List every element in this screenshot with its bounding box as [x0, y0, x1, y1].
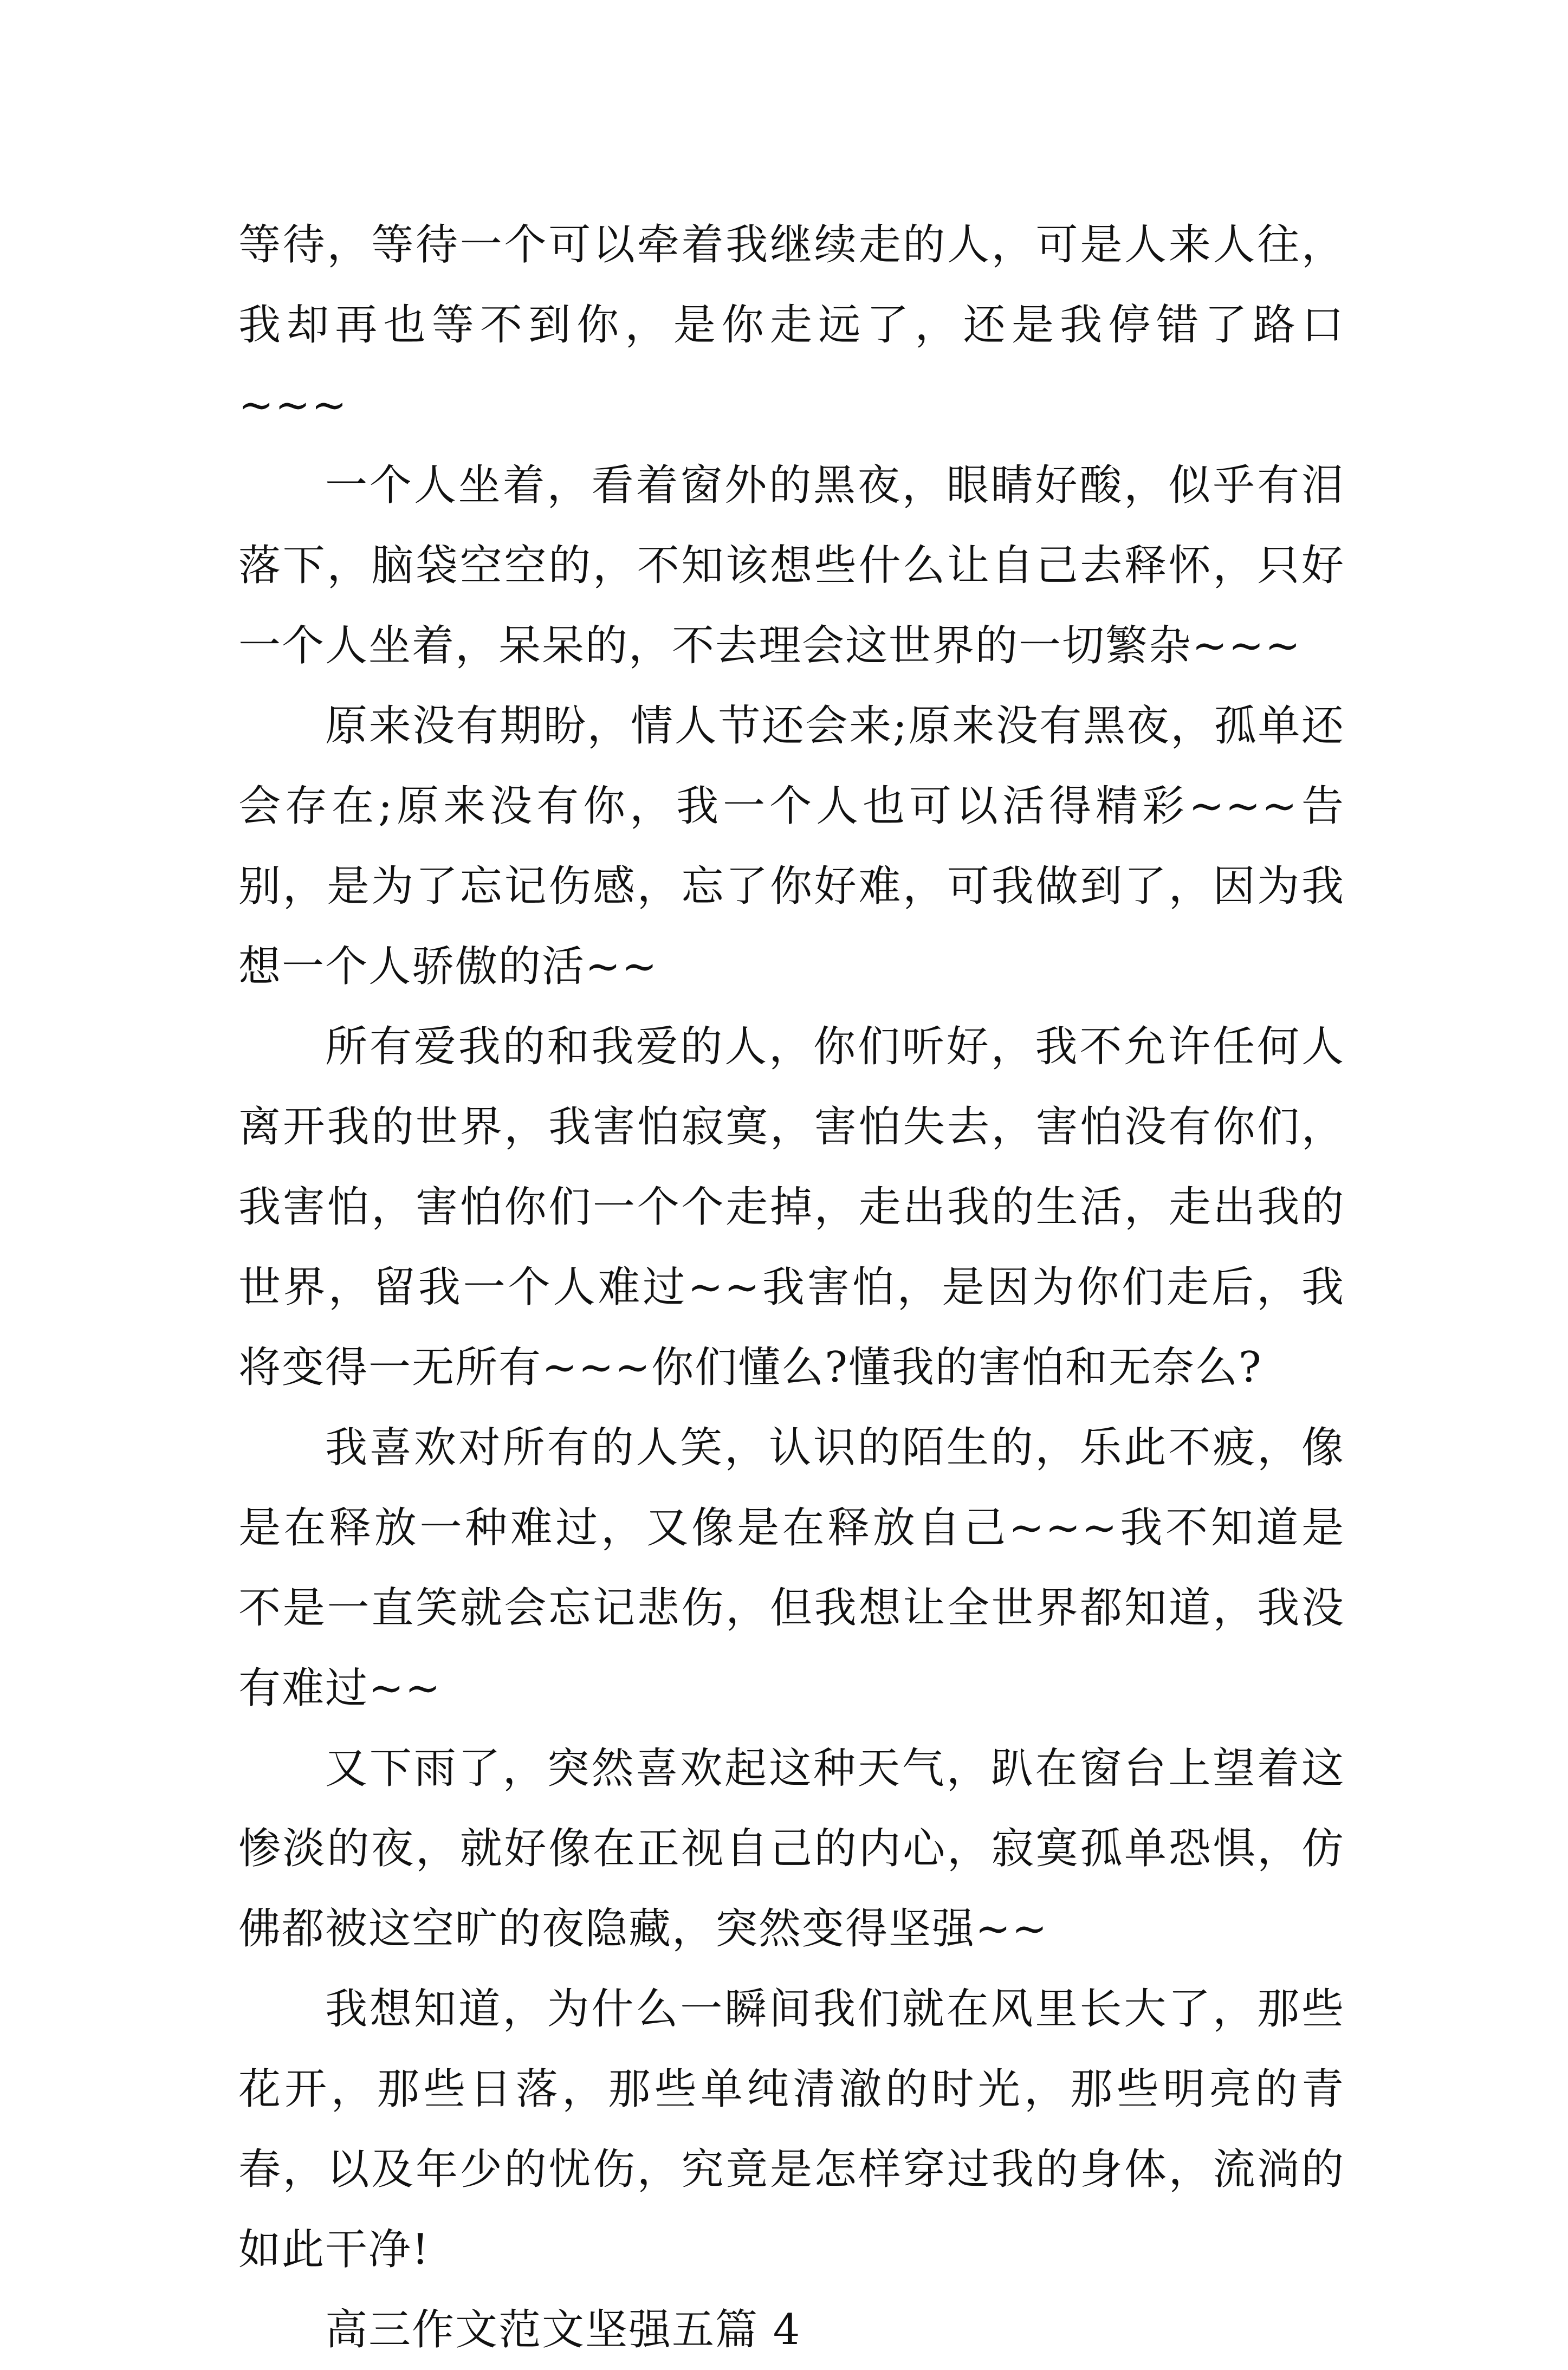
- paragraph-1: 等待，等待一个可以牵着我继续走的人，可是人来人往，我却再也等不到你，是你走远了，还是我停错了路口~~~: [238, 221, 1345, 430]
- paragraph-7: 我想知道，为什么一瞬间我们就在风里长大了，那些花开，那些日落，那些单纯清澈的时光，那些明亮的青春，以及年少的忧伤，究竟是怎样穿过我的身体，流淌的如此干净!: [238, 1985, 1345, 2274]
- paragraph-6: 又下雨了，突然喜欢起这种天气，趴在窗台上望着这惨淡的夜，就好像在正视自己的内心，寂寞孤单恐惧，仿佛都被这空旷的夜隐藏，突然变得坚强~~: [238, 1744, 1345, 1953]
- paragraph-2: 一个人坐着，看着窗外的黑夜，眼睛好酸，似乎有泪落下，脑袋空空的，不知该想些什么让自己去释怀，只好一个人坐着，呆呆的，不去理会这世界的一切繁杂~~~: [238, 461, 1345, 670]
- section-heading: 高三作文范文坚强五篇 4: [325, 2306, 801, 2354]
- document-body: [238, 205, 1345, 2370]
- paragraph-4: 所有爱我的和我爱的人，你们听好，我不允许任何人离开我的世界，我害怕寂寞，害怕失去，害怕没有你们，我害怕，害怕你们一个个走掉，走出我的生活，走出我的世界，留我一个人难过~~我害怕，是因为你们走后，我将变得一无所有~~~你们懂么?懂我的害怕和无奈么?: [238, 1022, 1345, 1392]
- paragraph-3: 原来没有期盼，情人节还会来;原来没有黑夜，孤单还会存在;原来没有你，我一个人也可以活得精彩~~~告别，是为了忘记伤感，忘了你好难，可我做到了，因为我想一个人骄傲的活~~: [238, 702, 1345, 991]
- paragraph-5: 我喜欢对所有的人笑，认识的陌生的，乐此不疲，像是在释放一种难过，又像是在释放自己~~~我不知道是不是一直笑就会忘记悲伤，但我想让全世界都知道，我没有难过~~: [238, 1423, 1345, 1713]
